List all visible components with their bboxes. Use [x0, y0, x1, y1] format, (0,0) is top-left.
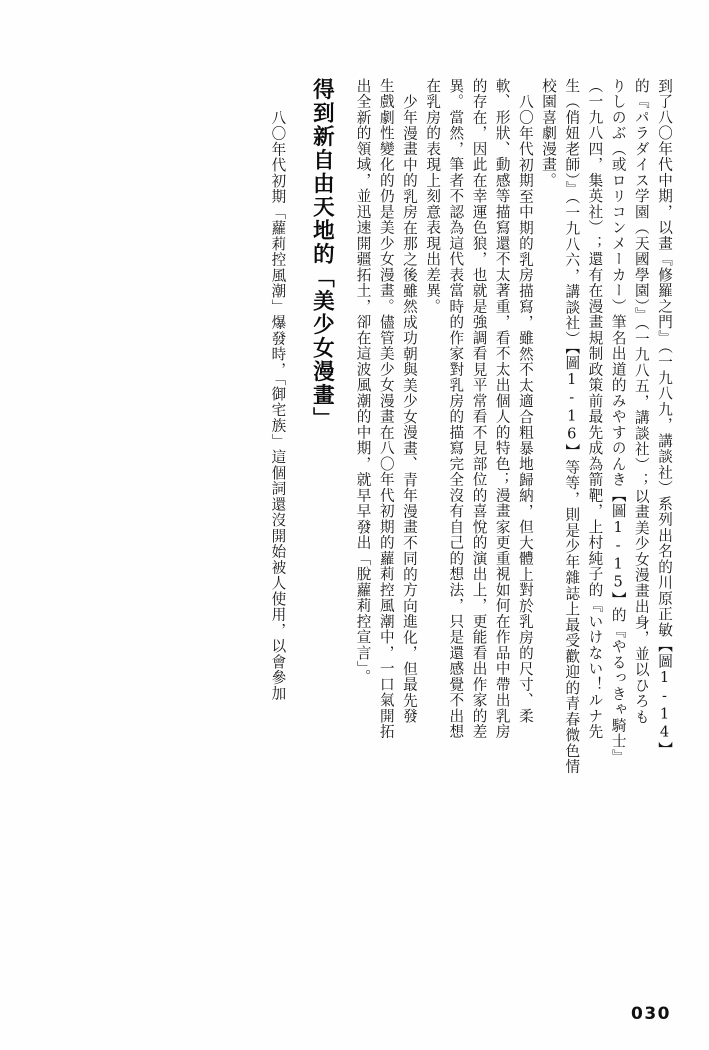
page-number: 030	[631, 1004, 671, 1024]
section-heading: 得到新自由天地的「美少女漫畫」	[309, 78, 335, 431]
text-column: 八〇年代初期「蘿莉控風潮」爆發時，「御宅族」這個詞還沒開始被人使用，以會參加	[269, 110, 287, 702]
text-column: 異。當然，筆者不認為這代表當時的作家對乳房的描寫完全沒有自己的想法，只是還感覺不出想	[447, 78, 465, 740]
text-column: 的『パラダイス学園（天國學園）』（一九八五，講談社）；以畫美少女漫畫出身，並以ひろも	[632, 78, 650, 725]
text-column: 八〇年代初期至中期的乳房描寫，雖然不太適合粗暴地歸納，但大體上對於乳房的尺寸、柔	[516, 94, 534, 724]
vertical-text-body	[58, 78, 671, 958]
text-column: 到了八〇年代中期，以畫『修羅之門』（一九八九，講談社）系列出名的川原正敏【圖1-14】	[656, 78, 673, 758]
text-column: （一九八四，集英社）；還有在漫畫規制政策前最先成為箭靶，上村純子的『いけない！ルナ先	[586, 78, 604, 740]
text-column: 的存在，因此在幸運色狼，也就是強調看見平常看不見部位的喜悅的演出上，更能看出作家的差	[470, 78, 488, 740]
text-column: 在乳房的表現上刻意表現出差異。	[424, 78, 442, 315]
text-column: 少年漫畫中的乳房在那之後雖然成功朝與美少女漫畫、青年漫畫不同的方向進化，但最先發	[400, 94, 418, 724]
text-column: 軟、形狀、動感等描寫還不太著重，看不太出個人的特色；漫畫家更重視如何在作品中帶出乳房	[493, 78, 511, 740]
text-column: 生（俏妞老師）』（一九八六，講談社）【圖1-16】等等，則是少年雜誌上最受歡迎的青春微色情	[563, 78, 581, 775]
text-column: 生戲劇性變化的仍是美少女漫畫。儘管美少女漫畫在八〇年代初期的蘿莉控風潮中，一口氣開拓	[377, 78, 395, 740]
text-column: 校園喜劇漫畫。	[540, 78, 558, 189]
text-column: りしのぶ（或ロリコンメーカー）筆名出道的みやすのんき【圖1-15】的『やるっきゃ騎士』	[609, 78, 627, 765]
text-column: 出全新的領域，並迅速開疆拓土，卻在這波風潮的中期，就早早發出「脫蘿莉控宣言」。	[354, 78, 372, 685]
